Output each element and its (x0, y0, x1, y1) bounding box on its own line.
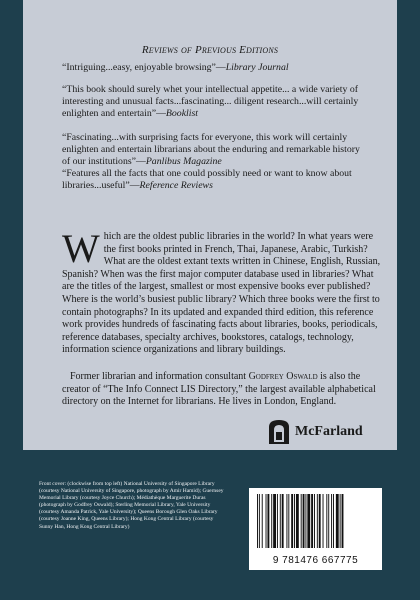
review-quote: “Fascinating...with surprising facts for everyone, this work will certainly enlighten and entertain librarians about the enduring and remarkable history of our institutions”—Panlibus Magazine (62, 132, 360, 168)
review-source: Panlibus Magazine (145, 156, 222, 168)
author-bio: Former librarian and information consultant Godfrey Oswald is also the creator of “The Info Connect LIS Directory,” the largest available alphabetical directory on the Internet for librarians. He lives in London, England. (62, 371, 376, 408)
review-source: Reference Reviews (139, 180, 213, 192)
publisher-logo (266, 418, 406, 446)
isbn-number: 9 781476 667775 (272, 555, 359, 566)
reviews-heading: Reviews of Previous Editions (141, 44, 279, 56)
review-source: Booklist (165, 108, 199, 120)
barcode-bars (255, 494, 376, 548)
review-quote: “Intriguing...easy, enjoyable browsing”—Library Journal (62, 62, 289, 73)
author-name: Godfrey Oswald (248, 371, 318, 382)
cover-credits: Front cover: (clockwise from top left) National University of Singapore Library (courtesy National University of Singapore, photograph by Amir Hamid); Guernsey Memorial Library (courtesy Joyce Church); Médiathèque Marguerite Duras (photograph by Godfrey Oswald); Sterling Memorial Library, Yale University (courtesy Amanda Patrick, Yale University); Queens Borough Glen Oaks Library (courtesy Joanne King, Queens Library); Hong Kong Central Library (courtesy Sunny Han, Hong Kong Central Library) (39, 481, 224, 530)
cover-text-panel (23, 0, 397, 450)
mcfarland-logo-icon (266, 418, 292, 446)
publisher-name: McFarland (295, 424, 363, 439)
review-source: Library Journal (225, 62, 289, 73)
review-quote: “Features all the facts that one could possibly need or want to know about libraries...useful”—Reference Reviews (62, 168, 352, 192)
drop-cap: W (62, 226, 100, 271)
isbn-barcode (249, 488, 382, 570)
review-quote: “This book should surely whet your intellectual appetite... a wide variety of interesting and unusual facts...fascinating... diligent research...will certainly enlighten and entertain”—Booklist (62, 84, 359, 120)
book-description: Which are the oldest public libraries in the world? In what years were the first books printed in French, Thai, Japanese, Arabic, Turkish? What are the oldest extant texts written in Chinese, English, Russian, Spanish? When was the first major computer database used in libraries? What are the titles of the largest, smallest or most expensive books ever published? Where is the world’s busiest public library? Which three books were the first to contain photographs? In its updated and expanded third edition, this reference work provides hundreds of fascinating facts about libraries, books, periodicals, reference databases, specialty archives, bookstores, catalogs, technology, information science organizations and library buildings. (62, 226, 381, 356)
